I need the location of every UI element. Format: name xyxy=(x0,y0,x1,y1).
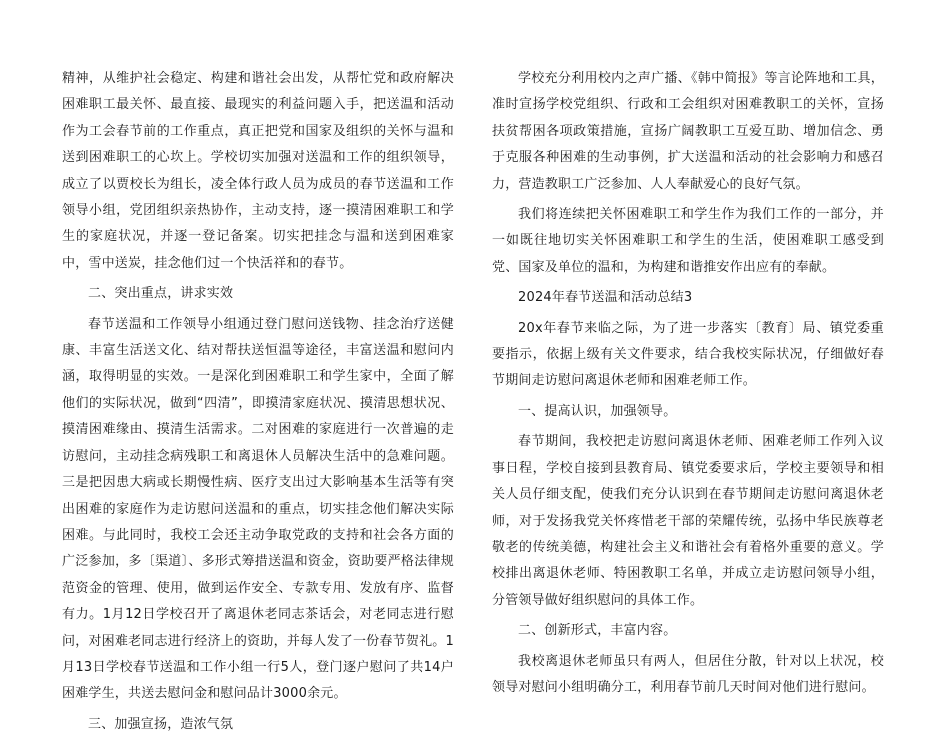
document-title: 2024年春节送温和活动总结3 xyxy=(518,290,693,306)
paragraph: 春节送温和工作领导小组通过登门慰问送钱物、挂念治疗送健康、丰富生活送文化、结对帮扶送恒温等途径，丰富送温和慰问内涵，取得明显的实效。一是深化到困难职工和学生家中，全面了解他们的实际状况，做到“四清”，即摸清家庭状况、摸清思想状况、摸清困难缘由、摸清生活需求。二对困难的家庭进行一次普遍的走访慰问，主动挂念病残职工和离退休人员解决生活中的急难问题。三是把因患大病或长期慢性病、医疗支出过大影响基本生活等有突出困难的家庭作为走访慰问送温和的重点，切实挂念他们解决实际困难。与此同时，我校工会还主动争取党政的支持和社会各方面的广泛参加，多〔渠道〕、多形式筹措送温和资金，资助要严格法律规范资金的管理、使用，做到运作安全、专款专用、发放有序、监督有力。1月12日学校召开了离退休老同志茶话会，对老同志进行慰问，对困难老同志进行经济上的资助，并每人发了一份春节贺礼。1月13日学校春节送温和工作小组一行5人，登门逐户慰问了共14户困难学生，共送去慰问金和慰问品计3000余元。 xyxy=(62,316,454,702)
section-heading: 二、创新形式，丰富内容。 xyxy=(518,623,677,639)
paragraph: 学校充分利用校内之声广播、《韩中简报》等言论阵地和工具，准时宣扬学校党组织、行政和工会组织对困难教职工的关怀，宣扬扶贫帮困各项政策措施，宣扬广阔教职工互爱互助、增加信念、勇于克服各种困难的生动事例，扩大送温和活动的社会影响力和感召力，营造教职工广泛参加、人人奉献爱心的良好气氛。 xyxy=(492,71,884,192)
section-heading: 三、加强宣扬，造浓气氛 xyxy=(88,716,234,732)
right-column xyxy=(492,66,884,701)
left-column xyxy=(62,66,454,738)
paragraph: 20x年春节来临之际，为了进一步落实〔教育〕局、镇党委重要指示，依据上级有关文件要求，结合我校实际状况，仔细做好春节期间走访慰问离退休老师和困难老师工作。 xyxy=(492,320,884,389)
section-heading: 一、提高认识，加强领导。 xyxy=(518,403,677,419)
paragraph: 精神，从维护社会稳定、构建和谐社会出发，从帮忙党和政府解决困难职工最关怀、最直接、最现实的利益问题入手，把送温和活动作为工会春节前的工作重点，真正把党和国家及组织的关怀与温和送到困难职工的心坎上。学校切实加强对送温和工作的组织领导，成立了以贾校长为组长，凌全体行政人员为成员的春节送温和工作领导小组，党团组织亲热协作，主动支持，逐一摸清困难职工和学生的家庭状况，并逐一登记备案。切实把挂念与温和送到困难家中，雪中送炭，挂念他们过一个快活祥和的春节。 xyxy=(62,71,454,271)
paragraph: 春节期间，我校把走访慰问离退休老师、困难老师工作列入议事日程，学校自接到县教育局、镇党委要求后，学校主要领导和相关人员仔细支配，使我们充分认识到在春节期间走访慰问离退休老师，对于发扬我党关怀疼惜老干部的荣耀传统，弘扬中华民族尊老敬老的传统美德，构建社会主义和谐社会有着格外重要的意义。学校排出离退休老师、特困教职工名单，并成立走访慰问领导小组，分管领导做好组织慰问的具体工作。 xyxy=(492,434,884,608)
section-heading: 二、突出重点，讲求实效 xyxy=(88,286,234,302)
paragraph: 我们将连续把关怀困难职工和学生作为我们工作的一部分，并一如既往地切实关怀困难职工和学生的生活，使困难职工感受到党、国家及单位的温和，为构建和谐推安作出应有的奉献。 xyxy=(492,207,884,275)
paragraph: 我校离退休老师虽只有两人，但居住分散，针对以上状况，校领导对慰问小组明确分工，利用春节前几天时间对他们进行慰问。 xyxy=(492,653,884,695)
